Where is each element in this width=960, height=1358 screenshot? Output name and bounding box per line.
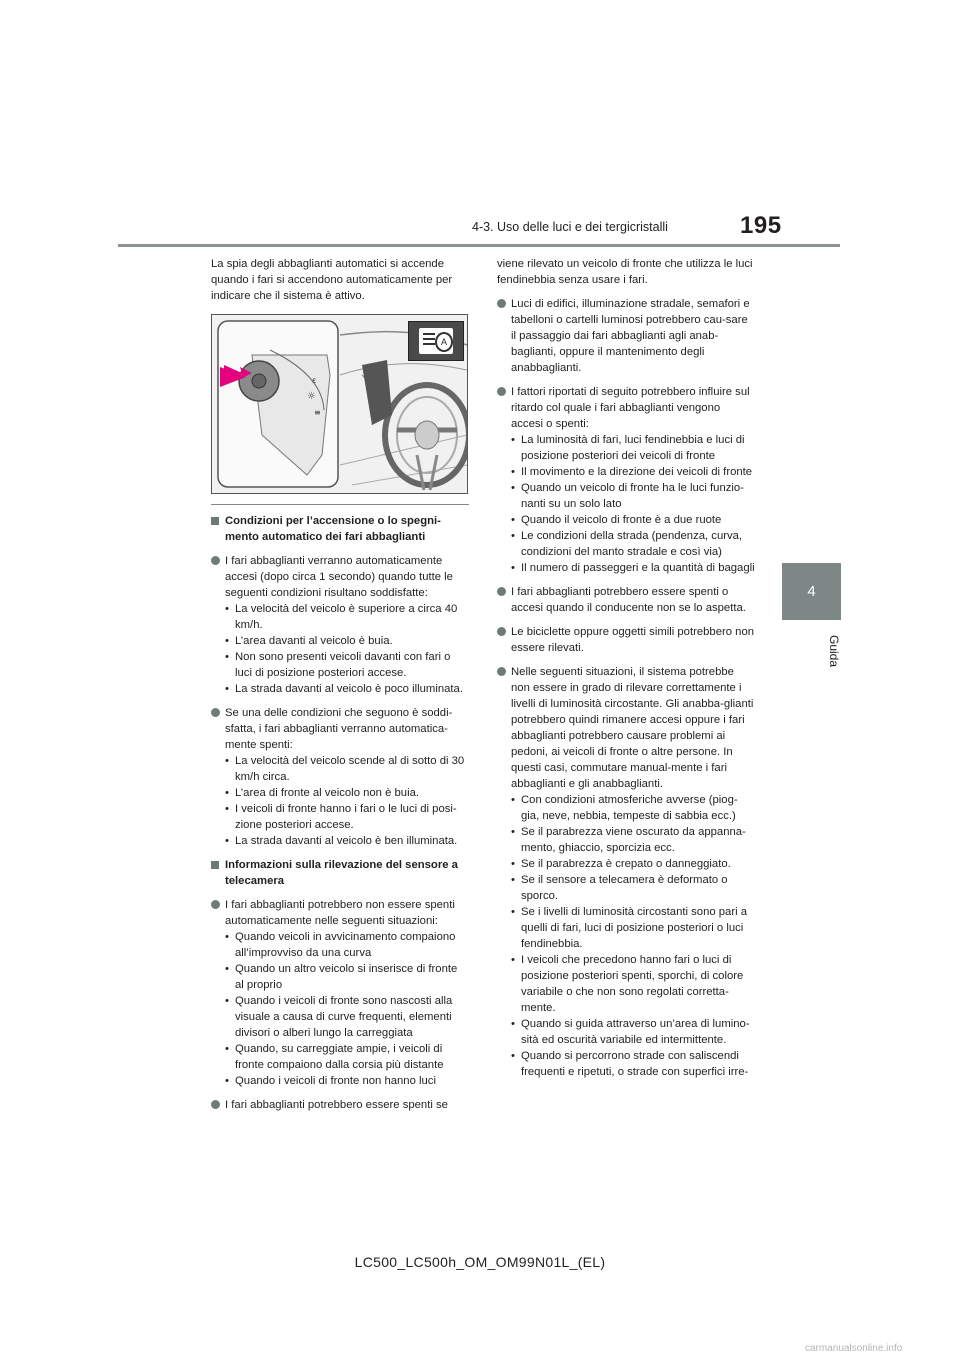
list-item: • Se il sensore a telecamera è deformato o sporco.: [511, 874, 728, 902]
list-item: • L’area davanti al veicolo è buia.: [225, 635, 393, 647]
bullet-paragraph: Se una delle condizioni che seguono è soddi-sfatta, i fari abbaglianti verranno automatica-mente spenti: • La velocità del veicolo scende al di sotto di 30 km/h circa. • L’area di fronte al veicolo non è buia. • I veicoli di fronte hanno i fari o le luci di posi-zione posteriori accese. • La strada davanti al veicolo è ben illuminata.: [211, 705, 469, 849]
square-bullet-icon: [211, 861, 219, 869]
list-item: • La strada davanti al veicolo è poco illuminata.: [225, 683, 463, 695]
circle-bullet-icon: [211, 556, 220, 565]
list-item: • La velocità del veicolo scende al di sotto di 30 km/h circa.: [225, 755, 465, 783]
circle-bullet-icon: [211, 1100, 220, 1109]
svg-text:☼: ☼: [307, 391, 316, 402]
list-item: • Quando si guida attraverso un’area di lumino-sità ed oscurità variabile ed intermittente.: [511, 1018, 750, 1046]
svg-text:ε: ε: [312, 376, 317, 385]
page-number: 195: [740, 212, 782, 239]
circle-bullet-icon: [497, 387, 506, 396]
bullet-paragraph: I fattori riportati di seguito potrebbero influire sul ritardo col quale i fari abbaglianti vengono accesi o spenti: • La luminosità di fari, luci fendinebbia e luci di posizione posteriori dei veicoli di fronte • Il movimento e la direzione dei veicoli di fronte • Quando un veicolo di fronte ha le luci funzio-nanti su un solo lato • Quando il veicolo di fronte è a due ruote • Le condizioni della strada (pendenza, curva, condizioni del manto stradale e così via) • Il numero di passeggeri e la quantità di bagagli: [497, 384, 755, 576]
continuation-paragraph: viene rilevato un veicolo di fronte che utilizza le luci fendinebbia senza usare i fari.: [497, 258, 753, 286]
list-item: • Quando si percorrono strade con saliscendi frequenti e ripetuti, o strade con superfici irre-: [511, 1050, 749, 1078]
list-item: • Quando un altro veicolo si inserisce di fronte al proprio: [225, 963, 458, 991]
list-item: • Le condizioni della strada (pendenza, curva, condizioni del manto stradale e così via): [511, 530, 743, 558]
header-rule: [118, 244, 840, 247]
intro-paragraph: La spia degli abbaglianti automatici si accende quando i fari si accendono automaticamente per indicare che il sistema è attivo.: [211, 258, 453, 302]
list-item: • La luminosità di fari, luci fendinebbia e luci di posizione posteriori dei veicoli di fronte: [511, 434, 745, 462]
figure-rule: [211, 504, 469, 505]
bullet-paragraph: Luci di edifici, illuminazione stradale, semafori e tabelloni o cartelli luminosi potrebbero cau-sare il passaggio dai fari abbaglianti agli anab-baglianti, oppure il mantenimento degli anabbaglianti.: [497, 296, 755, 376]
section-heading: Informazioni sulla rilevazione del sensore a telecamera: [211, 857, 469, 889]
circle-bullet-icon: [211, 900, 220, 909]
auto-high-beam-icon: A: [408, 321, 464, 361]
circle-bullet-icon: [497, 667, 506, 676]
bullet-paragraph: I fari abbaglianti verranno automaticamente accesi (dopo circa 1 secondo) quando tutte le seguenti condizioni risultano soddisfatte: • La velocità del veicolo è superiore a circa 40 km/h. • L’area davanti al veicolo è buia. • Non sono presenti veicoli davanti con fari o luci di posizione posteriori accese. • La strada davanti al veicolo è poco illuminata.: [211, 553, 469, 697]
list-item: • Quando un veicolo di fronte ha le luci funzio-nanti su un solo lato: [511, 482, 744, 510]
square-bullet-icon: [211, 517, 219, 525]
list-item: • Non sono presenti veicoli davanti con fari o luci di posizione posteriori accese.: [225, 651, 451, 679]
list-item: • Quando i veicoli di fronte non hanno luci: [225, 1075, 436, 1087]
document-code: LC500_LC500h_OM_OM99N01L_(EL): [354, 1254, 606, 1270]
chapter-tab: 4: [782, 563, 841, 620]
right-column: [497, 256, 755, 1088]
list-item: • Quando i veicoli di fronte sono nascosti alla visuale a causa di curve frequenti, elementi divisori o alberi lungo la carreggiata: [225, 995, 453, 1039]
list-item: • Con condizioni atmosferiche avverse (piog-gia, neve, nebbia, tempeste di sabbia ecc.): [511, 794, 738, 822]
section-heading: Condizioni per l’accensione o lo spegni-mento automatico dei fari abbaglianti: [211, 513, 469, 545]
bullet-paragraph: I fari abbaglianti potrebbero non essere spenti automaticamente nelle seguenti situazioni: • Quando veicoli in avvicinamento compaiono all’improvviso da una curva • Quando un altro veicolo si inserisce di fronte al proprio • Quando i veicoli di fronte sono nascosti alla visuale a causa di curve frequenti, elementi divisori o alberi lungo la carreggiata • Quando, su carreggiate ampie, i veicoli di fronte compaiono dalla corsia più distante • Quando i veicoli di fronte non hanno luci: [211, 897, 469, 1089]
bullet-paragraph: I fari abbaglianti potrebbero essere spenti se: [211, 1097, 469, 1113]
bullet-paragraph: Nelle seguenti situazioni, il sistema potrebbe non essere in grado di rilevare correttamente i livelli di luminosità circostante. Gli anabba-glianti potrebbero quindi rimanere accesi oppure i fari abbaglianti potrebbero causare problemi ai pedoni, ai veicoli di fronte o altre persone. In questi casi, commutare manual-mente i fari abbaglianti e gli anabbaglianti. • Con condizioni atmosferiche avverse (piog-gia, neve, nebbia, tempeste di sabbia ecc.) • Se il parabrezza viene oscurato da appanna-mento, ghiaccio, sporcizia ecc. • Se il parabrezza è crepato o danneggiato. • Se il sensore a telecamera è deformato o sporco. • Se i livelli di luminosità circostanti sono pari a quelli di fari, luci di posizione posteriori o luci fendinebbia. • I veicoli che precedono hanno fari o luci di posizione posteriori spenti, sporchi, di colore variabile o che non sono regolati corretta-mente. • Quando si guida attraverso un’area di lumino-sità ed oscurità variabile ed intermittente. • Quando si percorrono strade con saliscendi frequenti e ripetuti, o strade con superfici irre-: [497, 664, 755, 1080]
list-item: • Quando veicoli in avvicinamento compaiono all’improvviso da una curva: [225, 931, 456, 959]
circle-bullet-icon: [211, 708, 220, 717]
list-item: • Quando, su carreggiate ampie, i veicoli di fronte compaiono dalla corsia più distante: [225, 1043, 444, 1071]
left-column: [211, 256, 469, 1121]
svg-text:≡: ≡: [314, 408, 321, 417]
list-item: • Il movimento e la direzione dei veicoli di fronte: [511, 466, 753, 478]
list-item: • La velocità del veicolo è superiore a circa 40 km/h.: [225, 603, 458, 631]
circle-bullet-icon: [497, 299, 506, 308]
list-item: • Se il parabrezza viene oscurato da appanna-mento, ghiaccio, sporcizia ecc.: [511, 826, 746, 854]
list-item: • Il numero di passeggeri e la quantità di bagagli: [511, 562, 755, 574]
list-item: • Se il parabrezza è crepato o danneggiato.: [511, 858, 731, 870]
list-item: • Se i livelli di luminosità circostanti sono pari a quelli di fari, luci di posizione posteriori o luci fendinebbia.: [511, 906, 748, 950]
list-item: • L’area di fronte al veicolo non è buia.: [225, 787, 420, 799]
bullet-paragraph: I fari abbaglianti potrebbero essere spenti o accesi quando il conducente non se lo aspetta.: [497, 584, 755, 616]
figure-illustration: [211, 314, 468, 494]
list-item: • I veicoli che precedono hanno fari o luci di posizione posteriori spenti, sporchi, di colore variabile o che non sono regolati corretta-mente.: [511, 954, 744, 1014]
watermark: carmanualsonline.info: [805, 1343, 903, 1354]
list-item: • La strada davanti al veicolo è ben illuminata.: [225, 835, 458, 847]
chapter-label: Guida: [827, 634, 841, 668]
circle-bullet-icon: [497, 627, 506, 636]
section-title: 4-3. Uso delle luci e dei tergicristalli: [472, 220, 668, 234]
circle-bullet-icon: [497, 587, 506, 596]
list-item: • I veicoli di fronte hanno i fari o le luci di posi-zione posteriori accese.: [225, 803, 457, 831]
list-item: • Quando il veicolo di fronte è a due ruote: [511, 514, 722, 526]
bullet-paragraph: Le biciclette oppure oggetti simili potrebbero non essere rilevati.: [497, 624, 755, 656]
